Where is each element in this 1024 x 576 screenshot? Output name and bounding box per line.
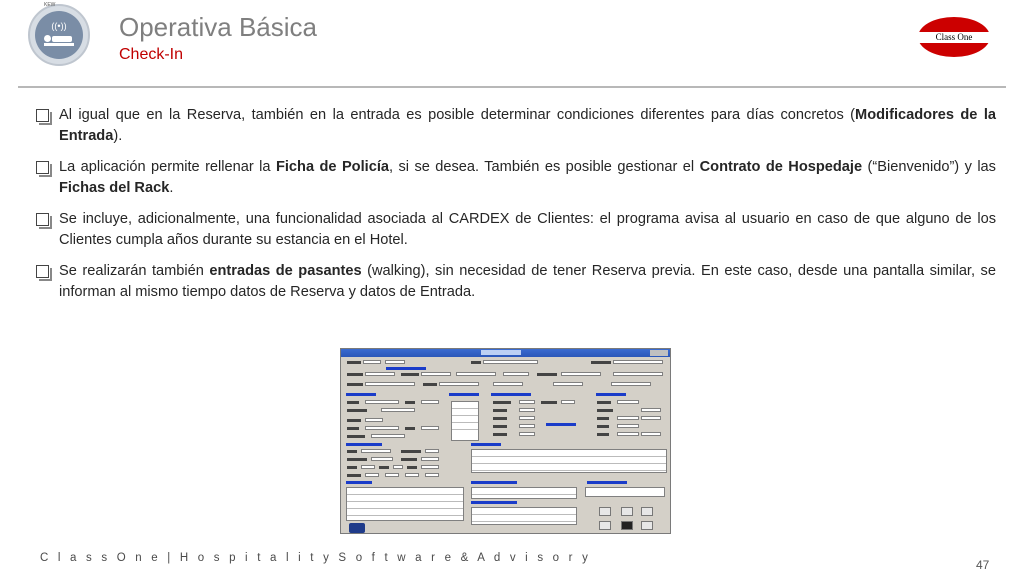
- bullet-fragment: .: [169, 180, 174, 196]
- bullet-text: [59, 105, 996, 147]
- bullet-fragment: Al igual que en la Reserva, también en la entrada es posible determinar condiciones diferentes para días concretos (: [59, 107, 856, 123]
- bullet-text: [59, 261, 996, 303]
- bullet-item: [36, 209, 996, 251]
- bullet-item: [36, 157, 996, 199]
- hotel-bed-wifi-icon: ((•)): [35, 11, 83, 59]
- logo-caption: KEW: [44, 2, 56, 8]
- header-divider: [18, 86, 1006, 88]
- page-title: Operativa Básica: [119, 12, 317, 42]
- app-logo-icon: [349, 523, 365, 533]
- bullet-emphasis: entradas de pasantes: [209, 263, 362, 279]
- class-one-logo: [918, 17, 990, 57]
- page-number: 47: [976, 558, 990, 572]
- screenshot-titlebar: [341, 349, 670, 357]
- bullet-fragment: (walking), sin necesidad de tener Reserva previa. En este caso, desde una pantalla similar, se informan al mismo tiempo datos de Reserva y datos de Entrada.: [59, 263, 996, 300]
- bullet-text: [59, 157, 996, 199]
- bullet-emphasis: Fichas del Rack: [59, 180, 170, 196]
- bullet-fragment: Se realizarán también: [59, 263, 210, 279]
- bullet-fragment: , si se desea. También es posible gestionar el: [389, 159, 700, 175]
- checkbox-square-icon: [36, 213, 49, 226]
- bullet-emphasis: Modificadores de la Entrada: [59, 107, 996, 144]
- bullet-emphasis: Ficha de Policía: [275, 159, 389, 175]
- page-subtitle: Check-In: [119, 46, 184, 63]
- bullet-emphasis: Contrato de Hospedaje: [699, 159, 863, 175]
- hotel-logo: [28, 4, 90, 66]
- brand-name: Class One: [935, 32, 973, 42]
- check-in-form-screenshot: [340, 348, 671, 534]
- checkbox-square-icon: [36, 265, 49, 278]
- bullet-fragment: Se incluye, adicionalmente, una funcionalidad asociada al CARDEX de Clientes: el programa avisa al usuario en caso de que alguno de los Clientes cumpla años durante su estancia en el Hotel.: [59, 211, 996, 248]
- bullet-text: [59, 209, 996, 251]
- bullet-fragment: ).: [113, 128, 123, 144]
- bullet-item: [36, 105, 996, 147]
- bullet-list: [36, 105, 996, 313]
- checkbox-square-icon: [36, 109, 49, 122]
- bullet-item: [36, 261, 996, 303]
- checkbox-square-icon: [36, 161, 49, 174]
- footer-tagline: C l a s s O n e | H o s p i t a l i t y S o f t w a r e & A d v i s o r y: [40, 552, 592, 564]
- bullet-fragment: La aplicación permite rellenar la: [59, 159, 276, 175]
- bullet-fragment: (“Bienvenido”) y las: [862, 159, 996, 175]
